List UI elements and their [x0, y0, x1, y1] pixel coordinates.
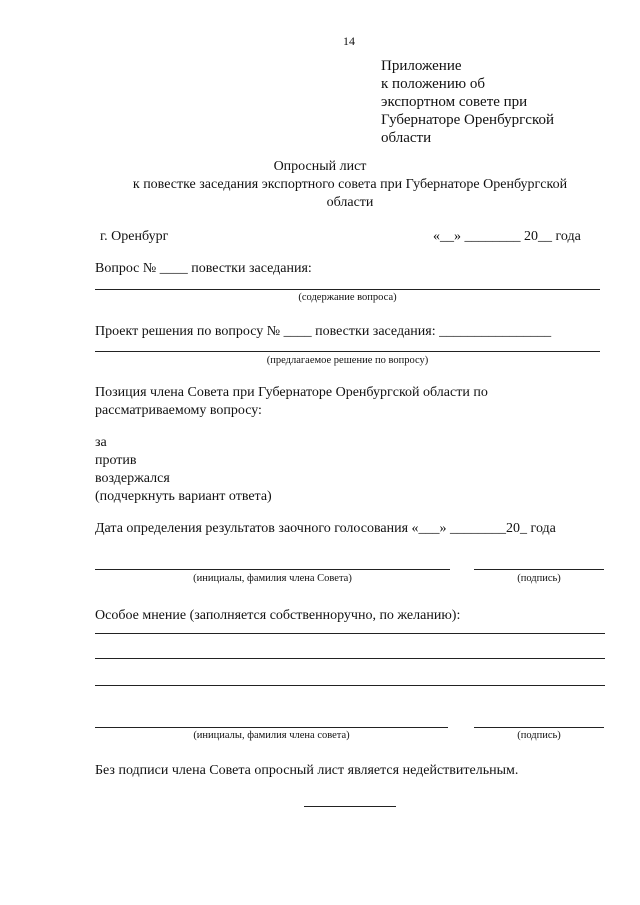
position-line-2: рассматриваемому вопросу: [95, 403, 262, 418]
footer-note: Без подписи члена Совета опросный лист является недействительным. [95, 763, 519, 778]
page-number: 14 [343, 34, 355, 48]
special-opinion-line-1[interactable] [95, 633, 605, 634]
question-label: Вопрос № ____ повестки заседания: [95, 261, 312, 276]
special-opinion-line-2[interactable] [95, 658, 605, 659]
sign-caption-1: (подпись) [517, 573, 561, 584]
question-input-line[interactable] [95, 289, 600, 290]
option-abstained[interactable]: воздержался [95, 471, 170, 486]
voting-date[interactable]: Дата определения результатов заочного голосования «___» ________20_ года [95, 521, 556, 536]
options-instruction: (подчеркнуть вариант ответа) [95, 489, 272, 504]
appendix-line-1: Приложение [381, 58, 462, 74]
name-signature-line-1[interactable] [95, 569, 450, 570]
sign-line-2[interactable] [474, 727, 604, 728]
title-line-1: Опросный лист [273, 159, 367, 174]
position-line-1: Позиция члена Совета при Губернаторе Оренбургской области по [95, 385, 488, 400]
sign-line-1[interactable] [474, 569, 604, 570]
draft-decision-input-line[interactable] [95, 351, 600, 352]
special-opinion-line-3[interactable] [95, 685, 605, 686]
city: г. Оренбург [100, 229, 169, 244]
sign-caption-2: (подпись) [517, 730, 561, 741]
name-caption-2: (инициалы, фамилия члена совета) [193, 730, 350, 741]
appendix-line-2: к положению об [381, 76, 485, 92]
appendix-line-5: области [381, 130, 432, 146]
option-against[interactable]: против [95, 453, 137, 468]
title-line-2: к повестке заседания экспортного совета при Губернаторе Оренбургской [132, 177, 568, 192]
special-opinion-label: Особое мнение (заполняется собственноручно, по желанию): [95, 608, 461, 623]
name-signature-line-2[interactable] [95, 727, 448, 728]
question-caption: (содержание вопроса) [298, 292, 397, 303]
appendix-line-4: Губернаторе Оренбургской [381, 112, 554, 128]
option-for[interactable]: за [95, 435, 107, 450]
date-field[interactable]: «__» ________ 20__ года [433, 229, 581, 244]
draft-decision-label: Проект решения по вопросу № ____ повестки заседания: ________________ [95, 324, 552, 339]
title-line-3: области [326, 195, 374, 210]
end-divider [304, 806, 396, 807]
name-caption-1: (инициалы, фамилия члена Совета) [193, 573, 352, 584]
appendix-line-3: экспортном совете при [381, 94, 528, 110]
draft-decision-caption: (предлагаемое решение по вопросу) [266, 355, 429, 366]
